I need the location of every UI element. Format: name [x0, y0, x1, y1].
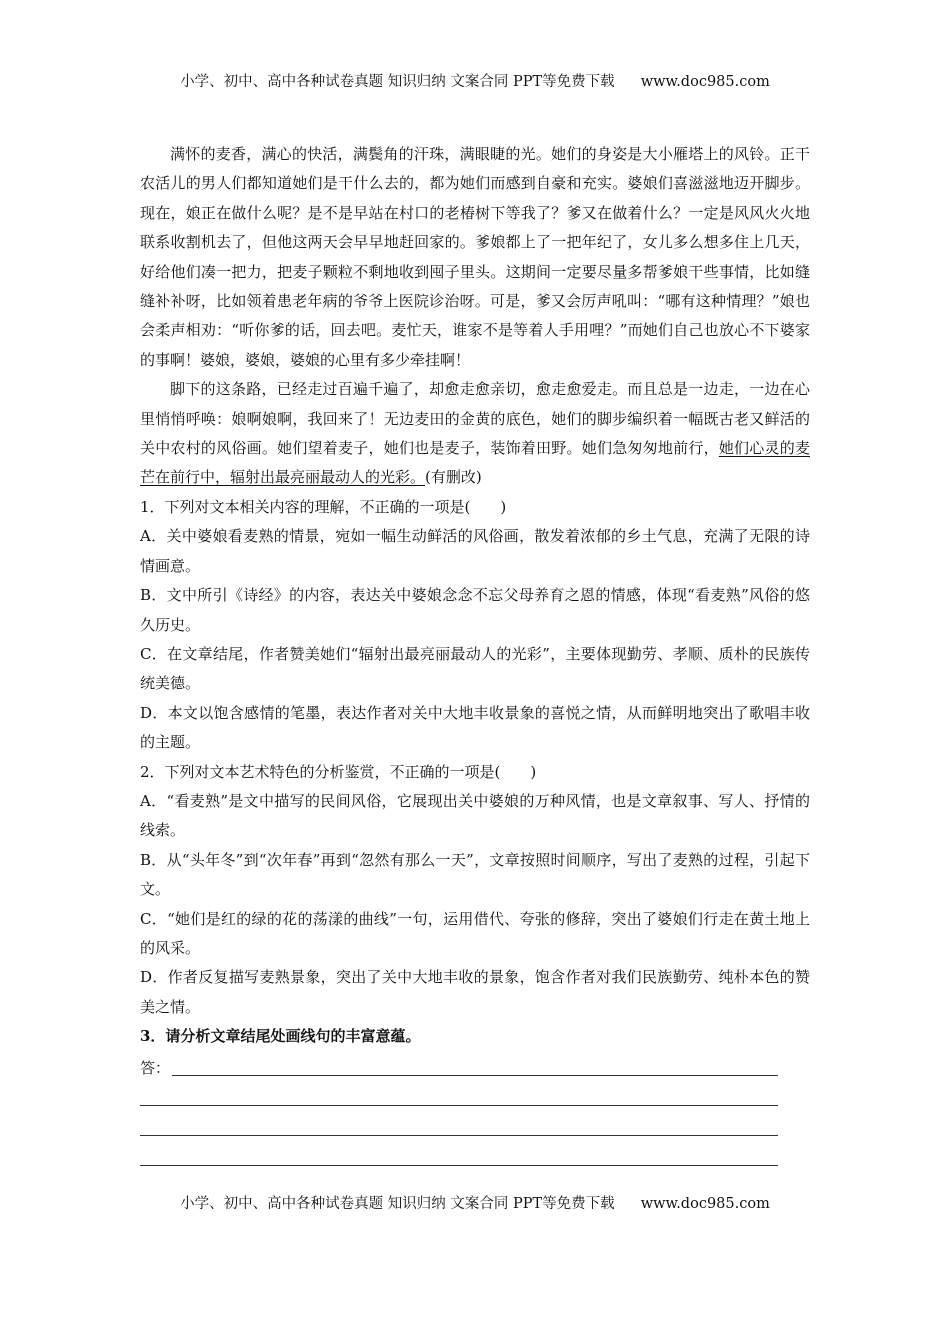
question-1-stem: 1．下列对文本相关内容的理解，不正确的一项是( ) [140, 497, 507, 516]
footer-text: 小学、初中、高中各种试卷真题 知识归纳 文案合同 PPT等免费下载 [180, 1196, 615, 1212]
question-1-option-c: C．在文章结尾，作者赞美她们“辐射出最亮丽最动人的光彩”，主要体现勤劳、孝顺、质朴的民族传统美德。 [140, 644, 810, 693]
question-2-option-a: A．“看麦熟”是文中描写的民间风俗，它展现出关中婆娘的万种风情，也是文章叙事、写人、抒情的线索。 [140, 791, 810, 840]
footer-site-link[interactable]: www.doc985.com [640, 1196, 770, 1212]
passage-paragraph-1: 满怀的麦香，满心的快活，满鬓角的汗珠，满眼睫的光。她们的身姿是大小雁塔上的风铃。正干农活儿的男人们都知道她们是干什么去的，都为她们而感到自豪和充实。婆娘们喜滋滋地迈开脚步。现在，娘正在做什么呢？是不是早站在村口的老椿树下等我了？爹又在做着什么？一定是风风火火地联系收割机去了，但他这两天会早早地赶回家的。爹娘都上了一把年纪了，女儿多么想多住上几天，好给他们凑一把力，把麦子颗粒不剩地收到囤子里头。这期间一定要尽量多帮爹娘干些事情，比如缝缝补补呀，比如领着患老年病的爷爷上医院诊治呀。可是，爹又会厉声吼叫：“哪有这种情理？”娘也会柔声相劝：“听你爹的话，回去吧。麦忙天，谁家不是等着人手用哩？”而她们自己也放心不下婆家的事啊！婆娘，婆娘，婆娘的心里有多少牵挂啊！ [140, 145, 810, 369]
page-header [0, 70, 950, 91]
page-footer [0, 1192, 950, 1213]
answer-rule [140, 1165, 778, 1166]
document-body [140, 140, 810, 1172]
question-1-option-a: A．关中婆娘看麦熟的情景，宛如一幅生动鲜活的风俗画，散发着浓郁的乡土气息，充满了无限的诗情画意。 [140, 527, 810, 575]
question-1-option-b: B．文中所引《诗经》的内容，表达关中婆娘念念不忘父母养育之恩的情感，体现“看麦熟”风俗的悠久历史。 [140, 586, 810, 634]
answer-line-1[interactable] [140, 1052, 810, 1082]
question-2-option-c: C．“她们是红的绿的花的荡漾的曲线”一句，运用借代、夸张的修辞，突出了婆娘们行走在黄土地上的风采。 [140, 909, 810, 957]
answer-rule [172, 1075, 778, 1076]
header-text: 小学、初中、高中各种试卷真题 知识归纳 文案合同 PPT等免费下载 [180, 74, 615, 90]
answer-rule [140, 1105, 778, 1106]
underlined-sentence: 她们心灵的麦芒在前行中，辐射出最亮丽最动人的光彩。 [140, 439, 810, 487]
header-site-link[interactable]: www.doc985.com [640, 74, 770, 90]
answer-line-2[interactable] [140, 1082, 810, 1112]
passage-paragraph-2 [140, 375, 810, 493]
passage-paragraph-2-text: 脚下的这条路，已经走过百遍千遍了，却愈走愈亲切，愈走愈爱走。而且总是一边走，一边在心里悄悄呼唤：娘啊娘啊，我回来了！无边麦田的金黄的底色，她们的脚步编织着一幅既古老又鲜活的关中农村的风俗画。她们望着麦子，她们也是麦子，装饰着田野。她们急匆匆地前行， [140, 380, 810, 458]
answer-line-4[interactable] [140, 1142, 810, 1172]
question-2-option-d: D．作者反复描写麦熟景象，突出了关中大地丰收的景象，饱含作者对我们民族勤劳、纯朴本色的赞美之情。 [140, 968, 810, 1016]
answer-line-3[interactable] [140, 1112, 810, 1142]
edit-note: (有删改) [425, 468, 482, 487]
answer-label: 答： [140, 1058, 171, 1077]
question-3-stem: 3．请分析文章结尾处画线句的丰富意蕴。 [140, 1027, 421, 1046]
question-1-option-d: D．本文以饱含感情的笔墨，表达作者对关中大地丰收景象的喜悦之情，从而鲜明地突出了歌唱丰收的主题。 [140, 703, 810, 752]
answer-rule [140, 1135, 778, 1136]
question-2-stem: 2．下列对文本艺术特色的分析鉴赏，不正确的一项是( ) [140, 762, 537, 781]
question-2-option-b: B．从“头年冬”到“次年春”再到“忽然有那么一天”，文章按照时间顺序，写出了麦熟的过程，引起下文。 [140, 850, 810, 899]
